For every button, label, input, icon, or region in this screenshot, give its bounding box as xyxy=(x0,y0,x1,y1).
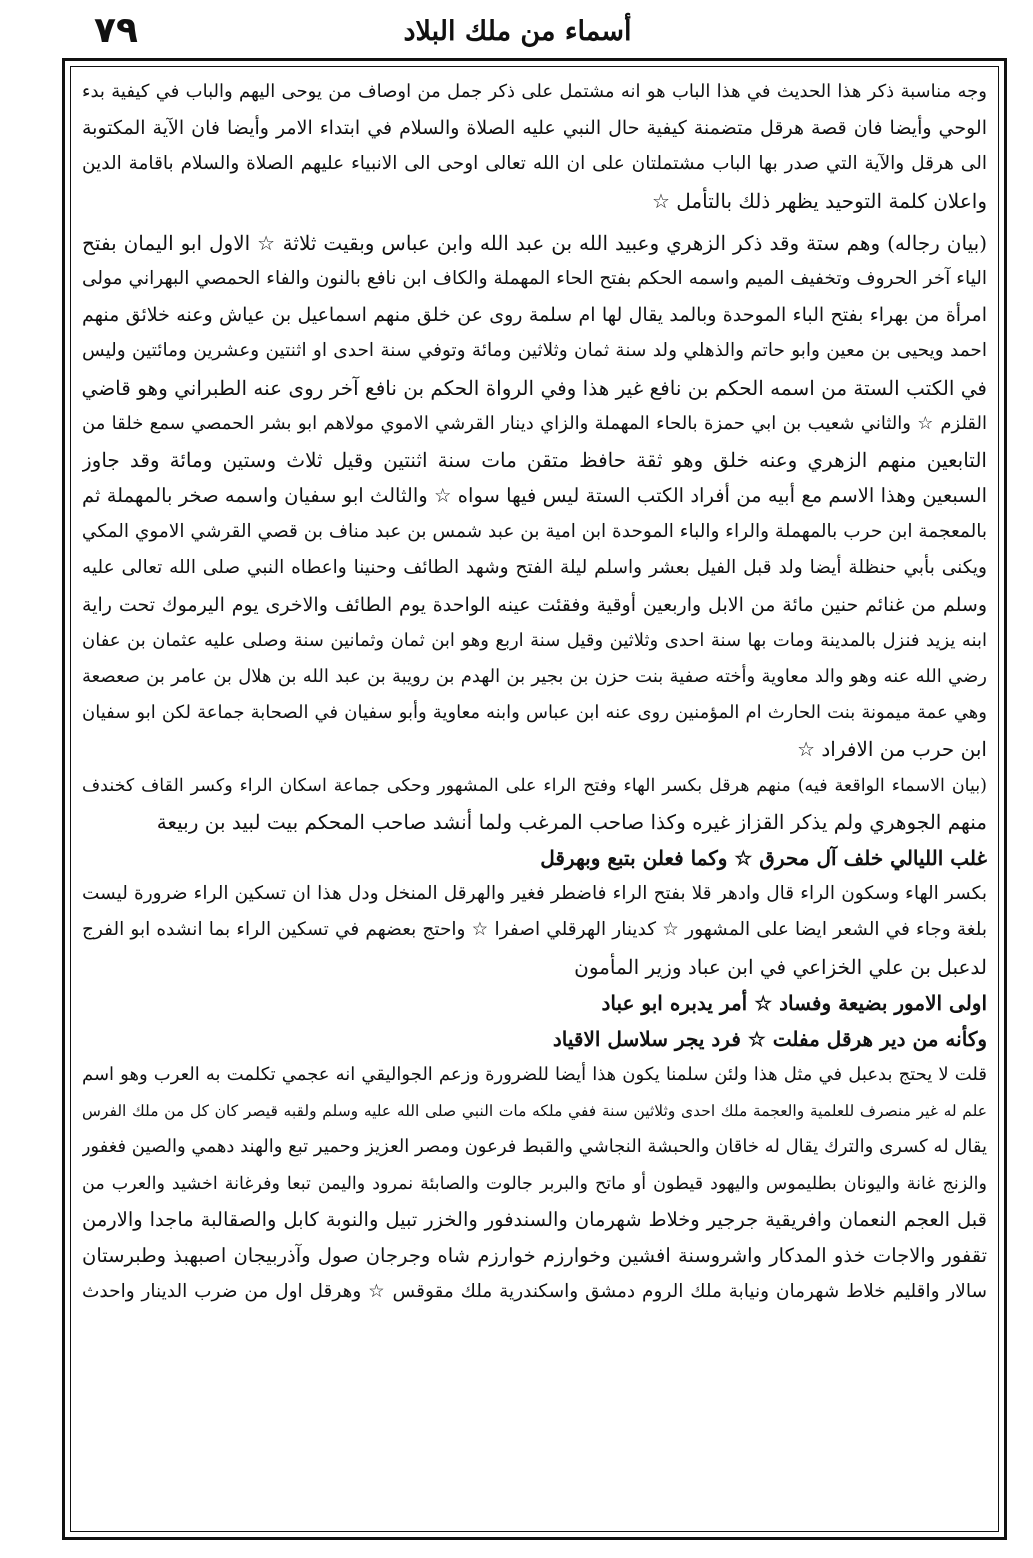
text-line: بكسر الهاء وسكون الراء قال وادهر قلا بفتح الراء فاضطر فغير والهرقل المنخل ودل هذا ان تسكين الراء ضرورة ليست xyxy=(82,883,987,905)
paragraph-narrators xyxy=(82,225,987,768)
text-line: امرأة من بهراء بفتح الباء الموحدة وبالمد يقال لها ام سلمة روى عن خلق منهم اسماعيل بن عياش وعنه خلائق منهم xyxy=(82,304,987,327)
text-line: ابنه يزيد فنزل بالمدينة ومات بها سنة احدى وثلاثين وقيل سنة اربع وهو ابن ثمان وثمانين سنة وصلى عليه عثمان بن عفان xyxy=(82,629,987,651)
page-number: ٧٩ xyxy=(94,10,138,51)
text-line: وهي عمة ميمونة بنت الحارث ام المؤمنين روى عنه ابن عباس وابنه معاوية وأبو سفيان في الصحابة جماعة لكن ابو سفيان xyxy=(82,702,987,724)
text-line: والزنج غانة واليونان بطليموس واليهود قيطون أو ماتح والبربر جالوت والصابئة نمرود واليمن تبعا وفرغانة اخشيد والعرب من xyxy=(82,1173,987,1194)
page-header xyxy=(40,10,995,54)
text-line: ابن حرب من الافراد ☆ xyxy=(797,737,987,762)
text-line: ويكنى بأبي حنظلة أيضا ولد قبل الفيل بعشر واسلم ليلة الفتح وشهد الطائف وحنينا واعطاه النبي صلى الله تعالى عليه xyxy=(82,557,987,579)
text-line: رضي الله عنه وهو والد معاوية وأخته صفية بنت حزن بن بجير بن الهدم بن رويبة بن عبد الله بن هلال بن عامر بن صعصعة xyxy=(82,666,987,687)
text-line: في الكتب الستة من اسمه الحكم بن نافع غير هذا وفي الرواة الحكم بن نافع آخر روى عنه الطبراني وهو قاضي xyxy=(82,375,987,400)
text-line: لدعبل بن علي الخزاعي في ابن عباد وزير المأمون xyxy=(574,954,987,979)
text-line: القلزم ☆ والثاني شعيب بن ابي حمزة بالحاء المهملة والزاي دينار القرشي الاموي مولاهم ابو بشر الحمصي سمع خلقا من xyxy=(82,412,987,434)
text-line: احمد ويحيى بن معين وابو حاتم والذهلي ولد سنة ثمان وثلاثين ومائة وتوفي سنة احدى او اثنتين وعشرين ومائتين وليس xyxy=(82,340,987,362)
running-title: أسماء من ملك البلاد xyxy=(403,16,632,47)
text-line: (بيان رجاله) وهم ستة وقد ذكر الزهري وعبيد الله بن عبد الله وابن عباس وبقيت ثلاثة ☆ الاول ابو اليمان بفتح xyxy=(82,230,987,255)
paragraph-names xyxy=(82,768,987,840)
text-line: تقفور والاجات خذو المدكار واشروسنة افشين وخوارزم خوارزم شاه وجرجان صول وآذربيجان اصبهبذ وطبرستان xyxy=(82,1244,987,1267)
text-line: (بيان الاسماء الواقعة فيه) منهم هرقل بكسر الهاء وفتح الراء على المشهور وحكى جماعة اسكان الراء وكسر القاف كخندف xyxy=(82,775,987,796)
text-line: الوحي وأيضا فان قصة هرقل متضمنة كيفية حال النبي عليه الصلاة والسلام في ابتداء الامر وأيضا فان الآية المكتوبة xyxy=(82,117,987,140)
verse-line: غلب الليالي خلف آل محرق ☆ وكما فعلن بتبع وبهرقل xyxy=(540,845,987,870)
text-line: سالار واقليم خلاط شهرمان ونيابة ملك الروم دمشق واسكندرية ملك مقوقس ☆ وهرقل اول من ضرب الدينار واحدث xyxy=(82,1281,987,1303)
text-line: منهم الجوهري ولم يذكر القزاز غيره وكذا صاحب المرغب ولما أنشد صاحب المحكم بيت لبيد بن ربيعة xyxy=(156,809,987,834)
text-line: يقال له كسرى والترك يقال له خاقان والحبشة النجاشي والقبط فرعون ومصر العزيز وحمير تبع والهند دهمي والصين فغفور xyxy=(82,1136,987,1158)
text-line: وجه مناسبة ذكر هذا الحديث في هذا الباب هو انه مشتمل على ذكر جمل من اوصاف من يوحى اليهم والباب في كيفية بدء xyxy=(82,81,987,102)
paragraph-context xyxy=(82,74,987,219)
text-line: وسلم من غنائم حنين مائة من الابل واربعين أوقية وفقئت عينه الواحدة يوم الطائف والاخرى يوم اليرموك تحت راية xyxy=(82,593,987,616)
text-line: واعلان كلمة التوحيد يظهر ذلك بالتأمل ☆ xyxy=(651,188,987,213)
text-line: بلغة وجاء في الشعر ايضا على المشهور ☆ كدينار الهرقلي اصفرا ☆ واحتج بعضهم في تسكين الراء بما انشده ابو الفرج xyxy=(82,919,987,941)
text-line: قلت لا يحتج بدعبل في مثل هذا ولئن سلمنا يكون هذا أيضا للضرورة وزعم الجواليقي انه عجمي تكلمت به العرب وهو اسم xyxy=(82,1064,987,1086)
paragraph-kings-titles xyxy=(82,1057,987,1310)
text-line: الى هرقل والآية التي صدر بها الباب مشتملتان على ان الله تعالى اوحى الى الانبياء عليهم الصلاة والسلام باقامة الدين xyxy=(82,153,987,175)
verse-line: اولى الامور بضيعة وفساد ☆ أمر يدبره ابو عباد xyxy=(601,990,987,1015)
text-line: الياء آخر الحروف وتخفيف الميم واسمه الحكم بفتح الحاء المهملة والكاف ابن نافع بالنون والفاء الحمصي البهراني مولى xyxy=(82,267,987,289)
text-line: علم له غير منصرف للعلمية والعجمة ملك احدى وثلاثين سنة ففي ملكه مات النبي صلى الله عليه وسلم ولقبه قيصر كان كل من ملك الفرس xyxy=(82,1102,987,1121)
text-line: بالمعجمة ابن حرب بالمهملة والراء والباء الموحدة ابن امية بن عبد شمس بن عبد مناف بن قصي القرشي الاموي المكي xyxy=(82,521,987,543)
page-text xyxy=(82,74,987,1524)
text-line: قبل العجم النعمان وافريقية جرجير وخلاط شهرمان والسندفور والخزر تبيل والنوبة كابل والصقالبة ماجدا والارمن xyxy=(82,1207,987,1231)
verse-line: وكأنه من دير هرقل مفلت ☆ فرد يجر سلاسل الاقياد xyxy=(552,1026,987,1051)
text-line: السبعين وهذا الاسم مع أبيه من أفراد الكتب الستة ليس فيها سواه ☆ والثالث ابو سفيان واسمه صخر بالمهملة ثم xyxy=(82,484,987,508)
text-line: التابعين منهم الزهري وعنه خلق وهو ثقة حافظ متقن مات سنة اثنتين وقيل ثلاث وستين ومائة وقد جاوز xyxy=(82,447,987,472)
paragraph-pronunciation xyxy=(82,876,987,985)
